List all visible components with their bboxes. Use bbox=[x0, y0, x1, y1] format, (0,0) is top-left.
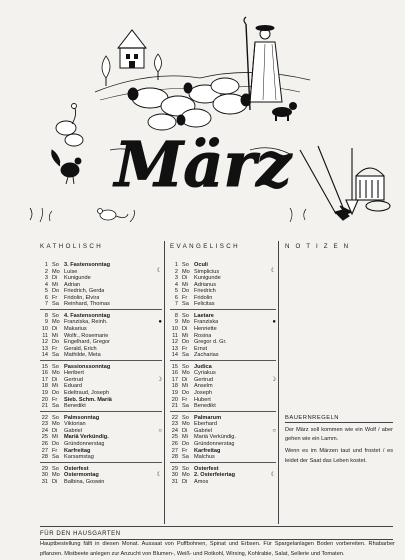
day-number: 4 bbox=[44, 281, 48, 288]
weekday: So bbox=[182, 414, 189, 421]
day-number: 7 bbox=[174, 301, 178, 308]
moon-last-quarter-icon: ☾ bbox=[156, 471, 162, 478]
day-name: Franziska bbox=[194, 319, 219, 326]
weekday: Do bbox=[182, 339, 190, 346]
moon-first-quarter-icon: ☽ bbox=[156, 376, 162, 383]
moon-first-quarter-icon: ☽ bbox=[270, 376, 276, 383]
day-number: 6 bbox=[44, 294, 48, 301]
day-name: Benedikt bbox=[194, 403, 216, 410]
day-name: 3. Fastensonntag bbox=[64, 262, 111, 268]
day-number: 14 bbox=[41, 352, 48, 359]
day-name: Gabriel bbox=[194, 427, 213, 434]
weekday: Do bbox=[52, 288, 60, 295]
weekday: So bbox=[182, 465, 189, 472]
day-number: 31 bbox=[171, 478, 178, 485]
day-name: Karfreitag bbox=[64, 447, 91, 454]
day-number: 27 bbox=[171, 447, 178, 454]
weekday: Sa bbox=[182, 301, 189, 308]
weekday: So bbox=[182, 363, 189, 370]
calendar-week bbox=[40, 364, 162, 412]
weekday: Mo bbox=[52, 421, 60, 428]
day-name: Benedikt bbox=[64, 403, 86, 410]
weekday: Di bbox=[182, 427, 188, 434]
day-number: 1 bbox=[174, 262, 178, 268]
day-number: 27 bbox=[41, 447, 48, 454]
bauernregeln-heading: BAUERNREGELN bbox=[285, 414, 393, 423]
calendar-day bbox=[170, 479, 276, 486]
day-number: 8 bbox=[174, 312, 178, 319]
day-number: 19 bbox=[171, 390, 178, 397]
weekday: Do bbox=[52, 440, 60, 447]
day-name: Reinhard, Thomas bbox=[64, 301, 110, 308]
day-number: 10 bbox=[171, 326, 178, 333]
weekday: Sa bbox=[52, 403, 59, 410]
weekday: Sa bbox=[52, 301, 59, 308]
day-name: Gründonnerstag bbox=[64, 440, 105, 447]
day-number: 23 bbox=[171, 421, 178, 428]
day-name: Felicitas bbox=[194, 301, 215, 308]
weekday: Fr bbox=[182, 396, 188, 403]
day-name: Osterfest bbox=[64, 465, 89, 472]
weekday: So bbox=[52, 414, 59, 421]
weekday: Sa bbox=[182, 352, 189, 359]
weekday: Di bbox=[182, 275, 188, 282]
weekday: Di bbox=[182, 478, 188, 485]
weekday: Do bbox=[182, 440, 190, 447]
mouse-icon bbox=[98, 209, 129, 221]
calendar-day bbox=[170, 301, 276, 308]
weekday: So bbox=[182, 312, 189, 319]
header-notizen: NOTIZEN bbox=[285, 243, 355, 250]
day-name: Wolfr., Rosemarie bbox=[64, 332, 109, 339]
day-number: 24 bbox=[41, 427, 48, 434]
day-name: Gründonnerstag bbox=[194, 440, 235, 447]
day-number: 26 bbox=[41, 440, 48, 447]
weekday: Di bbox=[182, 376, 188, 383]
katholisch-calendar bbox=[40, 262, 162, 489]
day-number: 19 bbox=[41, 390, 48, 397]
day-number: 16 bbox=[171, 370, 178, 377]
day-number: 15 bbox=[41, 363, 48, 370]
calendar-week bbox=[170, 262, 276, 310]
full-moon-icon: ○ bbox=[272, 427, 276, 434]
weekday: So bbox=[52, 465, 59, 472]
weekday: Di bbox=[52, 275, 58, 282]
day-name: Anselm bbox=[194, 383, 213, 390]
weekday: Di bbox=[52, 376, 58, 383]
calendar-week bbox=[170, 364, 276, 412]
weekday: Mi bbox=[52, 434, 58, 441]
day-name: Ostermontag bbox=[64, 472, 99, 479]
goose-icon bbox=[56, 104, 83, 147]
weekday: Fr bbox=[52, 294, 58, 301]
day-name: Laetare bbox=[194, 312, 214, 319]
day-name: Kunigunde bbox=[64, 275, 91, 282]
day-number: 26 bbox=[171, 440, 178, 447]
column-divider bbox=[278, 241, 279, 524]
day-number: 12 bbox=[171, 339, 178, 346]
weekday: Di bbox=[52, 326, 58, 333]
weekday: Fr bbox=[52, 447, 58, 454]
calendar-day bbox=[40, 454, 162, 461]
weekday: Do bbox=[182, 390, 190, 397]
header-illustration bbox=[0, 0, 405, 232]
day-name: Zacharias bbox=[194, 352, 219, 359]
day-number: 25 bbox=[171, 434, 178, 441]
day-name: Kunigunde bbox=[194, 275, 221, 282]
day-name: Osterfest bbox=[194, 465, 219, 472]
day-number: 17 bbox=[171, 376, 178, 383]
weekday: So bbox=[182, 262, 189, 268]
day-number: 2 bbox=[44, 268, 48, 275]
weekday: Mi bbox=[182, 332, 188, 339]
day-number: 23 bbox=[41, 421, 48, 428]
day-name: Joseph bbox=[194, 390, 213, 397]
weekday: Do bbox=[52, 339, 60, 346]
day-name: Ernst bbox=[194, 345, 208, 352]
weekday: Mi bbox=[52, 332, 58, 339]
header-evangelisch: EVANGELISCH bbox=[170, 243, 240, 250]
section-divider bbox=[40, 526, 393, 527]
day-number: 1 bbox=[44, 262, 48, 268]
day-name: Mariä Verkündig. bbox=[194, 434, 236, 441]
weekday: Mi bbox=[182, 281, 188, 288]
day-name: Luise bbox=[64, 268, 78, 275]
day-number: 2 bbox=[174, 268, 178, 275]
day-name: Franziska, Reinh. bbox=[64, 319, 108, 326]
weekday: Fr bbox=[182, 447, 188, 454]
moon-last-quarter-icon: ☾ bbox=[270, 471, 276, 478]
day-name: Judica bbox=[194, 363, 212, 370]
day-name: Mariä Verkündig. bbox=[64, 434, 109, 441]
day-name: Gregor d. Gr. bbox=[194, 339, 227, 346]
day-name: Palmsonntag bbox=[64, 414, 100, 421]
day-number: 11 bbox=[172, 332, 178, 339]
calendar-week bbox=[40, 466, 162, 487]
weekday: Do bbox=[182, 288, 190, 295]
day-name: Karsamstag bbox=[64, 454, 94, 461]
calendar-day bbox=[40, 352, 162, 359]
shepherd-icon bbox=[244, 17, 282, 110]
weekday: Di bbox=[182, 326, 188, 333]
day-number: 22 bbox=[41, 414, 48, 421]
day-number: 9 bbox=[174, 319, 178, 326]
hausgarten-heading: FÜR DEN HAUSGARTEN bbox=[40, 531, 121, 537]
day-number: 18 bbox=[171, 383, 178, 390]
day-name: Rosina bbox=[194, 332, 212, 339]
day-name: Adrian bbox=[64, 281, 81, 288]
day-name: Palmarum bbox=[194, 414, 222, 421]
weekday: Fr bbox=[182, 345, 188, 352]
day-number: 4 bbox=[174, 281, 178, 288]
day-number: 15 bbox=[171, 363, 178, 370]
calendar-day bbox=[170, 352, 276, 359]
day-name: Eberhard bbox=[194, 421, 218, 428]
day-name: Gertrud bbox=[194, 376, 213, 383]
weekday: So bbox=[52, 312, 59, 319]
day-name: Fridolin, Elvira bbox=[64, 294, 100, 301]
dog-icon bbox=[272, 102, 297, 121]
weekday: Mi bbox=[52, 281, 58, 288]
day-number: 17 bbox=[41, 376, 48, 383]
calendar-week bbox=[40, 262, 162, 310]
day-number: 20 bbox=[41, 396, 48, 403]
day-name: Simplicius bbox=[194, 268, 220, 275]
moon-last-quarter-icon: ☾ bbox=[156, 268, 162, 274]
day-number: 3 bbox=[174, 275, 178, 282]
day-name: Makarius bbox=[64, 326, 87, 333]
hausgarten-text: Hauptbestellung fällt in diesen Monat. Aussaat von Puffbohnen, Spinat und Erbsen. Für Spargelanlagen Boden vorbereiten. Rhabarber pflanzen. Mistbeete anlegen zur Anzucht von Blumen-, Weiß- und Rotkohl, Wirsing, Kohlrabie, Salat, Sellerie und Tomaten. bbox=[40, 541, 395, 557]
day-number: 29 bbox=[171, 465, 178, 472]
day-name: Fridolin bbox=[194, 294, 213, 301]
day-name: Gerald, Erich bbox=[64, 345, 97, 352]
weekday: Mo bbox=[182, 421, 190, 428]
day-number: 31 bbox=[41, 478, 48, 485]
day-number: 28 bbox=[171, 454, 178, 461]
weekday: Mo bbox=[52, 370, 60, 377]
weekday: Mo bbox=[52, 472, 60, 479]
day-name: Cyriakus bbox=[194, 370, 216, 377]
weekday: Mo bbox=[52, 319, 60, 326]
day-number: 21 bbox=[41, 403, 48, 410]
day-number: 14 bbox=[171, 352, 178, 359]
full-moon-icon: ○ bbox=[158, 427, 162, 434]
weekday: So bbox=[52, 363, 59, 370]
day-number: 3 bbox=[44, 275, 48, 282]
day-name: Eduard bbox=[64, 383, 83, 390]
weekday: Mo bbox=[182, 472, 190, 479]
day-name: Heribert bbox=[64, 370, 84, 377]
calendar-day bbox=[40, 479, 162, 486]
day-number: 30 bbox=[41, 472, 48, 479]
day-number: 5 bbox=[44, 288, 48, 295]
moon-last-quarter-icon: ☾ bbox=[270, 268, 276, 274]
calendar-day bbox=[40, 301, 162, 308]
weekday: Sa bbox=[52, 454, 59, 461]
calendar-week bbox=[170, 415, 276, 463]
day-name: 4. Fastensonntag bbox=[64, 312, 111, 319]
calendar-day bbox=[170, 403, 276, 410]
weekday: Mi bbox=[52, 383, 58, 390]
weekday: Mo bbox=[182, 370, 190, 377]
weekday: Di bbox=[52, 427, 58, 434]
day-number: 29 bbox=[41, 465, 48, 472]
new-moon-icon: ● bbox=[158, 318, 162, 325]
day-number: 21 bbox=[171, 403, 178, 410]
calendar-week bbox=[170, 466, 276, 487]
weekday: Mi bbox=[182, 383, 188, 390]
day-name: Gabriel bbox=[64, 427, 83, 434]
rooster-icon bbox=[52, 150, 81, 184]
day-name: Balbina, Goswin bbox=[64, 478, 105, 485]
weekday: Di bbox=[52, 478, 58, 485]
weekday: Fr bbox=[182, 294, 188, 301]
weekday: Do bbox=[52, 390, 60, 397]
weekday: Sa bbox=[52, 352, 59, 359]
day-name: Adrianus bbox=[194, 281, 217, 288]
calendar-week bbox=[170, 313, 276, 361]
day-number: 22 bbox=[171, 414, 178, 421]
bauernregel-2: Wenn es im Märzen taut und frostet / es leidet der Saat das Leben kostet. bbox=[285, 448, 393, 464]
day-name: Hubert bbox=[194, 396, 211, 403]
weekday: Mo bbox=[52, 268, 60, 275]
new-moon-icon: ● bbox=[272, 318, 276, 325]
day-number: 20 bbox=[171, 396, 178, 403]
weekday: Mo bbox=[182, 319, 190, 326]
day-name: Viktorian bbox=[64, 421, 86, 428]
weekday: So bbox=[52, 262, 59, 268]
bauernregel-1: Der März soll kommen wie ein Wolf / aber gehen wie ein Lamm. bbox=[285, 427, 393, 443]
day-number: 30 bbox=[171, 472, 178, 479]
day-number: 24 bbox=[171, 427, 178, 434]
day-name: Sieb. Schm. Mariä bbox=[64, 396, 112, 403]
calendar-week bbox=[40, 313, 162, 361]
weekday: Fr bbox=[52, 396, 58, 403]
day-name: Edeltraud, Joseph bbox=[64, 390, 110, 397]
barn-icon bbox=[118, 30, 146, 68]
day-number: 7 bbox=[44, 301, 48, 308]
day-number: 11 bbox=[42, 332, 48, 339]
day-name: Malchus bbox=[194, 454, 215, 461]
calendar-week bbox=[40, 415, 162, 463]
evangelisch-calendar bbox=[170, 262, 276, 489]
day-number: 10 bbox=[41, 326, 48, 333]
day-name: 2. Osterfeiertag bbox=[194, 472, 236, 479]
day-number: 28 bbox=[41, 454, 48, 461]
day-name: Karfreitag bbox=[194, 447, 221, 454]
day-name: Mathilde, Meta bbox=[64, 352, 101, 359]
day-number: 8 bbox=[44, 312, 48, 319]
day-number: 9 bbox=[44, 319, 48, 326]
day-name: Oculi bbox=[194, 262, 208, 268]
weekday: Sa bbox=[182, 403, 189, 410]
sheep-flock-icon bbox=[128, 78, 251, 130]
column-divider bbox=[164, 241, 165, 524]
day-number: 12 bbox=[41, 339, 48, 346]
weekday: Fr bbox=[52, 345, 58, 352]
month-title: März bbox=[114, 128, 292, 201]
day-name: Amos bbox=[194, 478, 209, 485]
weekday: Sa bbox=[182, 454, 189, 461]
day-number: 6 bbox=[174, 294, 178, 301]
day-name: Gertrud bbox=[64, 376, 83, 383]
calendar-day bbox=[170, 454, 276, 461]
day-number: 13 bbox=[41, 345, 48, 352]
day-name: Friedrich bbox=[194, 288, 216, 295]
garden-tools-icon bbox=[300, 146, 390, 220]
header-katholisch: KATHOLISCH bbox=[40, 243, 104, 250]
calendar-day bbox=[40, 403, 162, 410]
bauernregeln-box bbox=[285, 414, 393, 466]
day-number: 13 bbox=[171, 345, 178, 352]
day-number: 18 bbox=[41, 383, 48, 390]
day-number: 5 bbox=[174, 288, 178, 295]
day-name: Passionssonntag bbox=[64, 363, 111, 370]
day-number: 16 bbox=[41, 370, 48, 377]
weekday: Mo bbox=[182, 268, 190, 275]
weekday: Mi bbox=[182, 434, 188, 441]
day-name: Engelhard, Gregor bbox=[64, 339, 111, 346]
day-number: 25 bbox=[41, 434, 48, 441]
day-name: Friedrich, Gerda bbox=[64, 288, 105, 295]
day-name: Henriette bbox=[194, 326, 217, 333]
